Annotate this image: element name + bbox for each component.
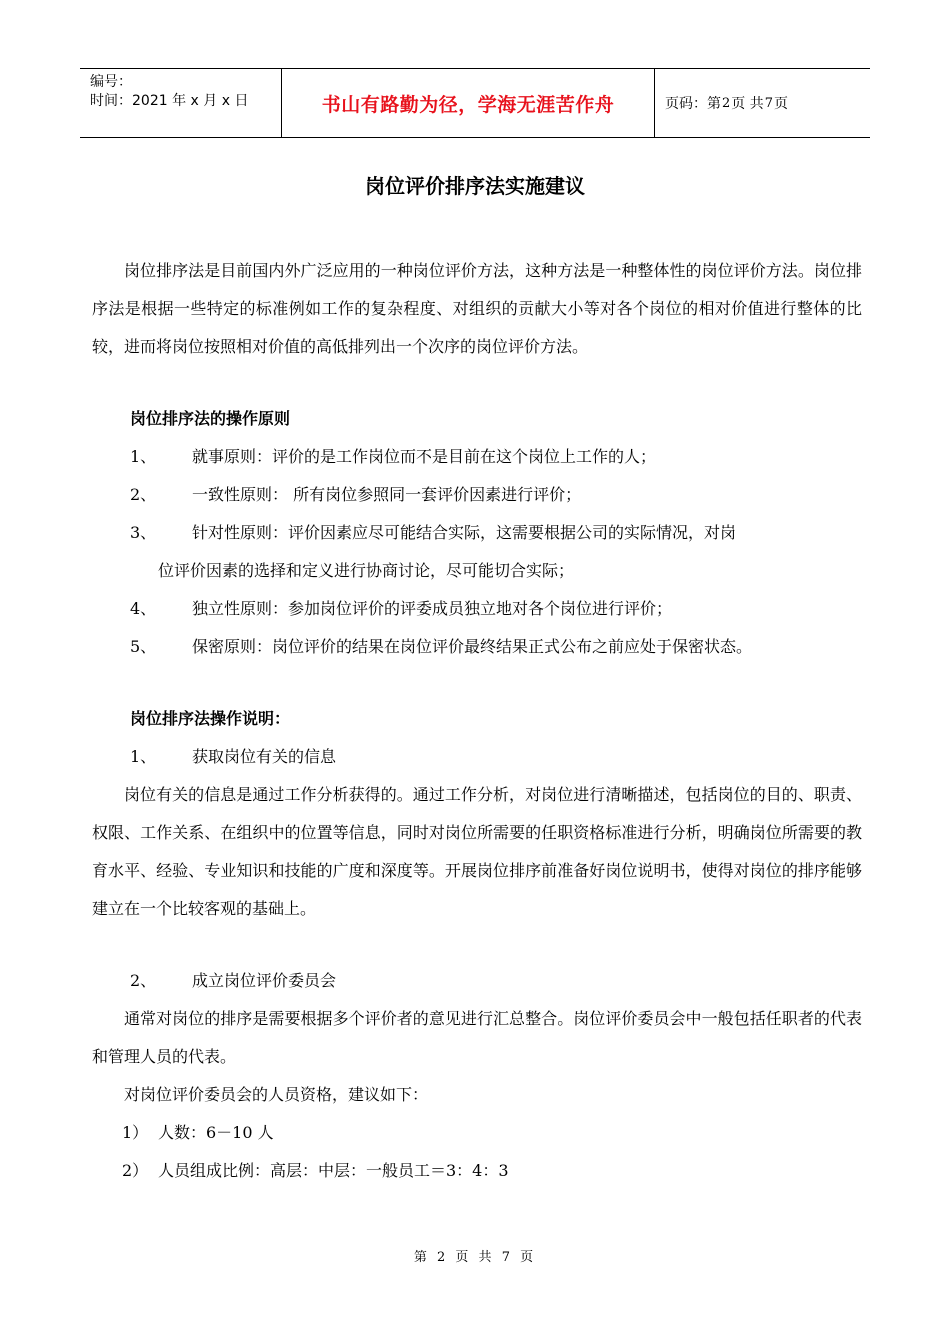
principle-num: 1、 xyxy=(130,447,157,466)
list-text: 人员组成比例：高层：中层：一般员工＝3：4：3 xyxy=(158,1161,509,1180)
header-page-info xyxy=(655,69,870,137)
intro-paragraph: 岗位排序法是目前国内外广泛应用的一种岗位评价方法，这种方法是一种整体性的岗位评价方法。岗位排序法是根据一些特定的标准例如工作的复杂程度、对组织的贡献大小等对各个岗位的相对价值进行整体的比较，进而将岗位按照相对价值的高低排列出一个次序的岗位评价方法。 xyxy=(92,261,862,356)
principle-item-5 xyxy=(92,628,862,666)
header-left-cell xyxy=(80,69,282,137)
principle-num: 5、 xyxy=(130,637,157,656)
step-num: 1、 xyxy=(130,747,157,766)
principle-text: 针对性原则：评价因素应尽可能结合实际，这需要根据公司的实际情况，对岗 xyxy=(192,523,737,542)
section1-heading: 岗位排序法的操作原则 xyxy=(130,409,291,428)
step-title: 成立岗位评价委员会 xyxy=(192,971,337,990)
document-body xyxy=(92,252,862,1190)
list-item xyxy=(92,1152,862,1190)
step2-paragraph: 通常对岗位的排序是需要根据多个评价者的意见进行汇总整合。岗位评价委员会中一般包括任职者的代表和管理人员的代表。 xyxy=(92,1009,862,1066)
document-title: 岗位评价排序法实施建议 xyxy=(365,174,585,198)
date-label: 时间：2021 年 x 月 x 日 xyxy=(90,93,249,109)
principle-text: 独立性原则：参加岗位评价的评委成员独立地对各个岗位进行评价； xyxy=(192,599,673,618)
page-mid: 页 共 xyxy=(731,96,764,112)
principle-item-3 xyxy=(92,514,862,552)
principle-text-continued: 位评价因素的选择和定义进行协商讨论，尽可能切合实际； xyxy=(158,561,575,580)
step-num: 2、 xyxy=(130,971,157,990)
code-label: 编号： xyxy=(90,74,132,90)
page-header xyxy=(80,68,870,138)
page-prefix: 页码：第 xyxy=(665,96,721,112)
list-num: 1） xyxy=(122,1123,149,1142)
page-suffix: 页 xyxy=(774,96,789,112)
principle-item-2 xyxy=(92,476,862,514)
principle-text: 保密原则：岗位评价的结果在岗位评价最终结果正式公布之前应处于保密状态。 xyxy=(192,637,753,656)
principle-num: 4、 xyxy=(130,599,157,618)
section2-heading: 岗位排序法操作说明： xyxy=(130,709,291,728)
principle-item-4 xyxy=(92,590,862,628)
step-2 xyxy=(92,962,862,1000)
page-number: 2 xyxy=(722,95,731,111)
step2-paragraph-2: 对岗位评价委员会的人员资格，建议如下： xyxy=(124,1085,429,1104)
page-total: 7 xyxy=(764,95,774,111)
principle-text: 一致性原则： 所有岗位参照同一套评价因素进行评价； xyxy=(192,485,582,504)
header-motto: 书山有路勤为径，学海无涯苦作舟 xyxy=(282,69,655,137)
step1-paragraph: 岗位有关的信息是通过工作分析获得的。通过工作分析，对岗位进行清晰描述，包括岗位的目的、职责、权限、工作关系、在组织中的位置等信息，同时对岗位所需要的任职资格标准进行分析，明确岗位所需要的教育水平、经验、专业知识和技能的广度和深度等。开展岗位排序前准备好岗位说明书，使得对岗位的排序能够建立在一个比较客观的基础上。 xyxy=(92,785,862,918)
principle-num: 2、 xyxy=(130,485,157,504)
principle-item-1 xyxy=(92,438,862,476)
principle-text: 就事原则：评价的是工作岗位而不是目前在这个岗位上工作的人； xyxy=(192,447,657,466)
list-item xyxy=(92,1114,862,1152)
page-footer: 第 2 页 共 7 页 xyxy=(413,1250,537,1265)
principle-num: 3、 xyxy=(130,523,157,542)
step-1 xyxy=(92,738,862,776)
step-title: 获取岗位有关的信息 xyxy=(192,747,337,766)
list-text: 人数：6－10 人 xyxy=(158,1123,274,1142)
list-num: 2） xyxy=(122,1161,149,1180)
